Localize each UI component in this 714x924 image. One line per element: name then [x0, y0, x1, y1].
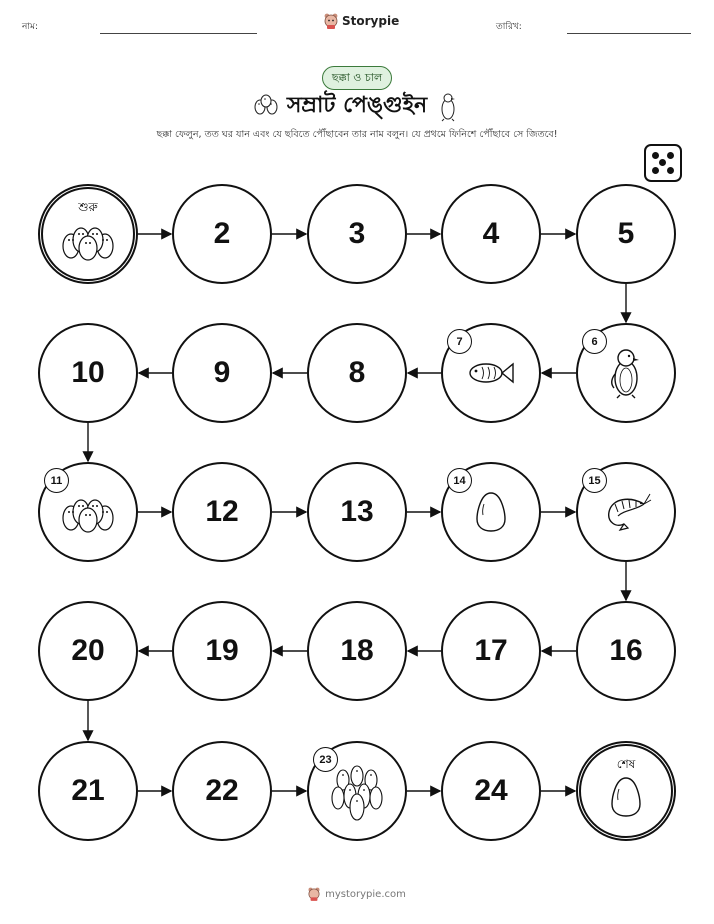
board-space-12[interactable]: [172, 462, 272, 562]
space-number: 24: [474, 774, 508, 807]
board-space-19[interactable]: [172, 601, 272, 701]
space-number: 19: [205, 634, 239, 667]
board-space-17[interactable]: [441, 601, 541, 701]
penguin-group-icon: [59, 218, 117, 266]
board-space-13[interactable]: [307, 462, 407, 562]
instructions: ছক্কা ফেলুন, তত ঘর যান এবং যে ছবিতে পৌঁছাবেন তার নাম বলুন। যে প্রথমে ফিনিশে পৌঁছাবে সে জিতবে!: [156, 129, 558, 140]
egg-icon: [474, 490, 508, 538]
date-label: তারিখ:: [496, 22, 522, 32]
board-space-23[interactable]: [307, 741, 407, 841]
egg-icon: [609, 775, 643, 823]
board-space-11[interactable]: [38, 462, 138, 562]
page-title: সম্রাট পেঙ্গুইন: [286, 93, 428, 118]
space-number: 18: [340, 634, 374, 667]
board-space-6[interactable]: [576, 323, 676, 423]
space-number-badge: 7: [447, 329, 472, 354]
space-number: 3: [348, 217, 366, 250]
footer: [0, 887, 714, 901]
storypie-logo-icon: [308, 887, 320, 901]
shrimp-icon: [600, 490, 652, 538]
board-space-8[interactable]: [307, 323, 407, 423]
space-number-badge: 6: [582, 329, 607, 354]
board-space-5[interactable]: [576, 184, 676, 284]
space-number: 13: [340, 495, 374, 528]
fish-icon: [466, 358, 516, 392]
start-label: শুরু: [78, 200, 98, 214]
board-space-10[interactable]: [38, 323, 138, 423]
space-number: 10: [71, 356, 105, 389]
board-space-24[interactable]: [441, 741, 541, 841]
penguin-colony-icon: [329, 760, 385, 826]
space-number: 17: [474, 634, 508, 667]
board-space-21[interactable]: [38, 741, 138, 841]
space-number: 4: [482, 217, 500, 250]
board-space-22[interactable]: [172, 741, 272, 841]
space-number-badge: 23: [313, 747, 338, 772]
board-space-14[interactable]: [441, 462, 541, 562]
space-number: 21: [71, 774, 105, 807]
board-space-3[interactable]: [307, 184, 407, 284]
name-label: নাম:: [22, 22, 39, 32]
board-space-18[interactable]: [307, 601, 407, 701]
space-number: 12: [205, 495, 239, 528]
finish-space[interactable]: [576, 741, 676, 841]
start-space[interactable]: [38, 184, 138, 284]
board-space-20[interactable]: [38, 601, 138, 701]
board-space-15[interactable]: [576, 462, 676, 562]
brand-name: Storypie: [342, 14, 400, 28]
space-number: 5: [617, 217, 635, 250]
space-number: 2: [213, 217, 231, 250]
board-space-9[interactable]: [172, 323, 272, 423]
finish-label: শেষ: [616, 757, 636, 771]
space-number-badge: 15: [582, 468, 607, 493]
board-space-7[interactable]: [441, 323, 541, 423]
space-number: 8: [348, 356, 366, 389]
penguin-icon: [606, 346, 646, 404]
space-number: 20: [71, 634, 105, 667]
board-space-4[interactable]: [441, 184, 541, 284]
space-number: 22: [205, 774, 239, 807]
space-number: 16: [609, 634, 643, 667]
penguin-group-icon: [59, 490, 117, 538]
space-number-badge: 14: [447, 468, 472, 493]
game-type-tag: ছক্কা ও চাল: [322, 66, 392, 90]
space-number: 9: [213, 356, 231, 389]
board-space-16[interactable]: [576, 601, 676, 701]
space-number-badge: 11: [44, 468, 69, 493]
footer-site: mystorypie.com: [325, 888, 406, 900]
board-space-2[interactable]: [172, 184, 272, 284]
